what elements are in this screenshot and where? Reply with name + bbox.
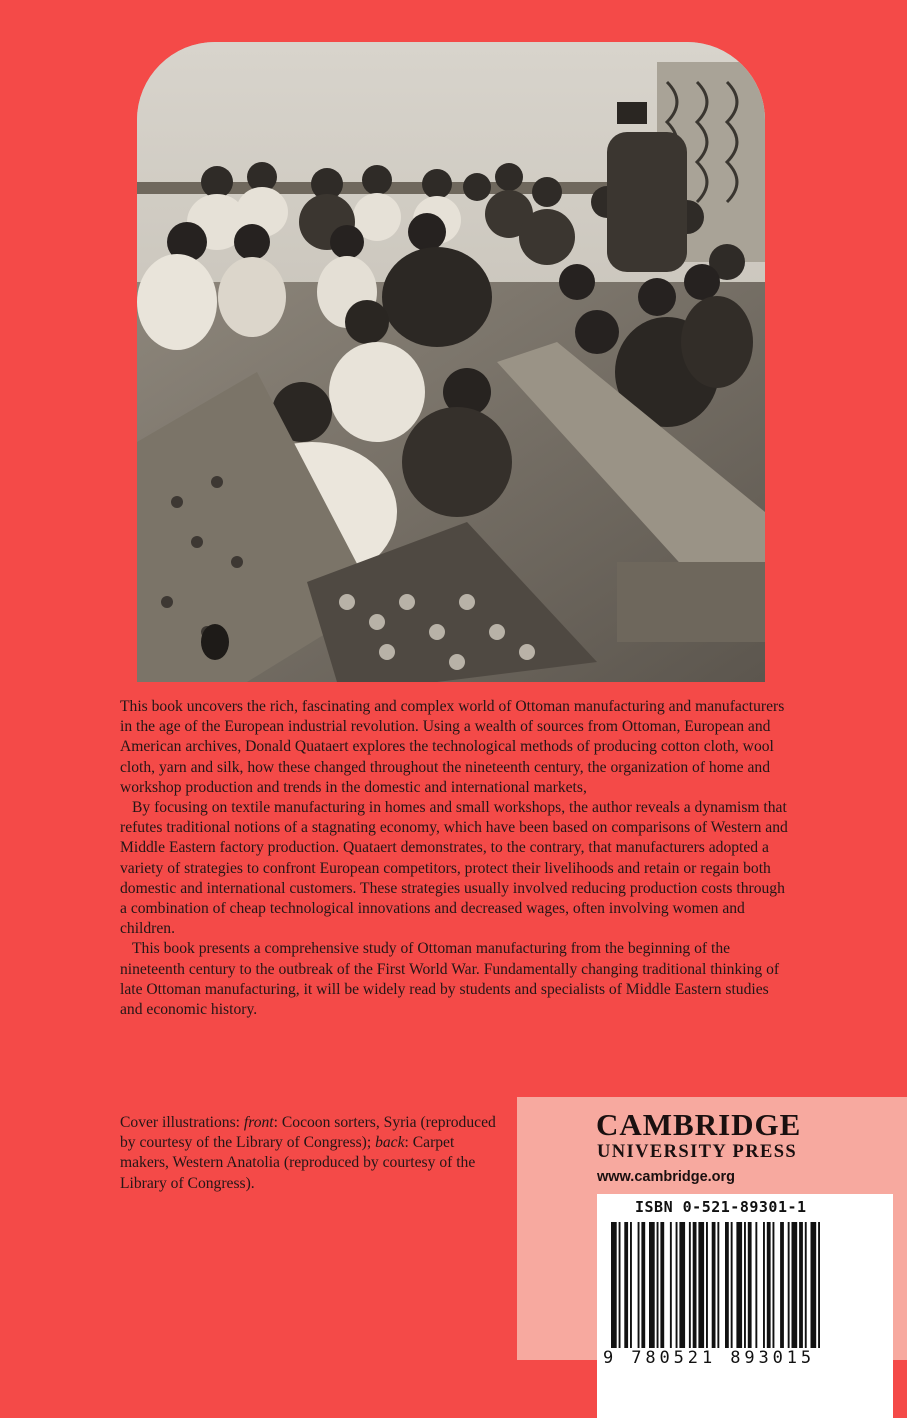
barcode-bar [670,1222,672,1348]
barcode-bar [630,1222,632,1348]
barcode-bar [706,1222,708,1348]
barcode-bar [805,1222,807,1348]
barcode-bar [712,1222,716,1348]
barcode-bar [679,1222,685,1348]
barcode-bar [660,1222,664,1348]
barcode-bar [744,1222,746,1348]
barcode-bar [638,1222,640,1348]
barcode-bar [748,1222,752,1348]
barcode-bar [788,1222,790,1348]
barcode-bar [763,1222,765,1348]
blurb-paragraph-2: By focusing on textile manufacturing in homes and small workshops, the author reveals a dynamism that refutes traditional notions of a stagnating economy, which have been based on comparisons of Western and Middle Eastern factory production. Quataert demonstrates, to the contrary, that manufacturers adopted a variety of strategies to confront European competitors, protect their livelihoods and retain or regain both domestic and international customers. These strategies usually involved reducing production costs through a combination of cheap technological innovations and decreased wages, often involving women and children. [120,799,788,938]
barcode-bar [619,1222,621,1348]
barcode-bar [818,1222,820,1348]
book-description [120,697,792,1020]
credits-intro: Cover illustrations: [120,1114,240,1131]
barcode-bar [725,1222,729,1348]
credits-back-label: back [375,1134,405,1152]
barcode-bar [693,1222,697,1348]
barcode-bar [811,1222,817,1348]
barcode-bar [689,1222,691,1348]
barcode-block [597,1194,893,1418]
barcode-bar [649,1222,655,1348]
barcode-bar [624,1222,628,1348]
barcode-bar [799,1222,803,1348]
barcode-bar [611,1222,617,1348]
barcode-bar [773,1222,775,1348]
barcode-bar [676,1222,678,1348]
barcode-bar [767,1222,771,1348]
credits-back-text: : Carpet makers, Western Anatolia (reproduced by courtesy of the Library of Congress). [120,1134,476,1192]
barcode-bar [755,1222,757,1348]
barcode-bar [717,1222,719,1348]
barcode-bar [641,1222,645,1348]
barcode-bar [657,1222,659,1348]
cover-photo [137,42,765,682]
barcode-bar [698,1222,704,1348]
barcode-icon [607,1222,879,1348]
blurb-paragraph-3: This book presents a comprehensive study of Ottoman manufacturing from the beginning of the nineteenth century to the outbreak of the First World War. Fundamentally changing traditional thinking of late Ottoman manufacturing, it will be widely read by students and specialists of Middle Eastern studies and economic history. [120,940,780,1019]
barcode-bar [731,1222,733,1348]
cover-illustration-credits [120,1113,500,1194]
barcode-bar [780,1222,784,1348]
ean-digits: 9 780521 893015 [603,1348,816,1368]
barcode-bar [792,1222,798,1348]
isbn-text: ISBN 0-521-89301-1 [635,1198,807,1216]
barcode-bar [736,1222,742,1348]
publisher-name: CAMBRIDGE [596,1107,802,1142]
publisher-panel [517,1097,907,1368]
credits-front-label: front [243,1114,274,1131]
publisher-url: www.cambridge.org [597,1169,736,1185]
publisher-subtitle: UNIVERSITY PRESS [597,1142,798,1162]
blurb-paragraph-1: This book uncovers the rich, fascinating and complex world of Ottoman manufacturing and manufacturers in the age of the European industrial revolution. Using a wealth of sources from Ottoman, European and American archives, Donald Quataert explores the technological methods of producing cotton cloth, wool cloth, yarn and silk, how these changed throughout the nineteenth century, the organization of home and workshop production and trends in the domestic and international markets, [120,698,785,796]
photo-carpet-makers-icon [137,42,765,682]
credits-front-text: : Cocoon sorters, Syria (reproduced by courtesy of the Library of Congress); [120,1114,496,1152]
